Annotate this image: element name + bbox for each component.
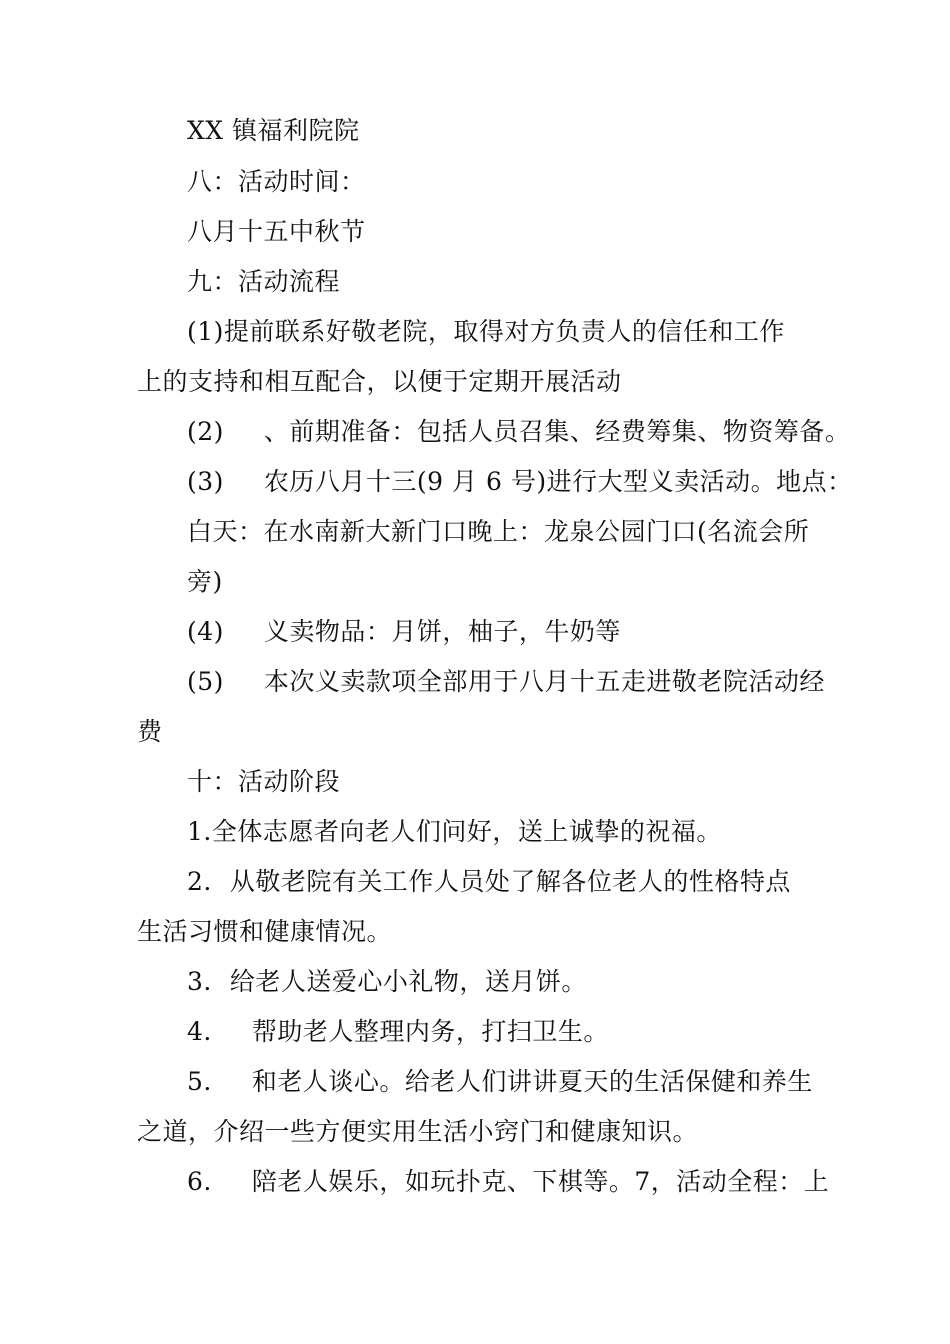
text-line bbox=[137, 1117, 698, 1147]
section-heading bbox=[187, 267, 340, 297]
line-text: 费 bbox=[137, 717, 163, 746]
line-text: (1)提前联系好敬老院，取得对方负责人的信任和工作 bbox=[187, 317, 785, 346]
text-line bbox=[187, 517, 809, 547]
list-item bbox=[187, 667, 825, 697]
list-number: 6. bbox=[187, 1167, 212, 1196]
line-text: 农历八月十三(9 月 6 号)进行大型义卖活动。地点： bbox=[263, 467, 853, 496]
line-text: 、前期准备：包括人员召集、经费筹集、物资筹备。 bbox=[263, 417, 851, 446]
list-number: 5. bbox=[187, 1067, 212, 1096]
text-line bbox=[137, 917, 392, 947]
list-number: 2. bbox=[187, 867, 212, 896]
list-item bbox=[187, 617, 621, 647]
section-heading bbox=[187, 767, 340, 797]
section-heading bbox=[187, 167, 366, 197]
list-item bbox=[187, 467, 853, 497]
line-text: 帮助老人整理内务，打扫卫生。 bbox=[251, 1017, 609, 1046]
line-text: 白天：在水南新大新门口晚上：龙泉公园门口(名流会所 bbox=[187, 517, 810, 546]
line-text: 从敬老院有关工作人员处了解各位老人的性格特点 bbox=[229, 867, 791, 896]
line-text: 十：活动阶段 bbox=[187, 767, 341, 796]
line-text: 八月十五中秋节 bbox=[187, 217, 366, 246]
line-text: 本次义卖款项全部用于八月十五走进敬老院活动经 bbox=[263, 667, 825, 696]
line-text: 给老人送爱心小礼物，送月饼。 bbox=[229, 967, 587, 996]
list-number: 4. bbox=[187, 1017, 212, 1046]
line-text: 九：活动流程 bbox=[187, 267, 341, 296]
list-item bbox=[187, 817, 722, 847]
list-number: (4) bbox=[187, 617, 224, 646]
line-text: 之道，介绍一些方便实用生活小窍门和健康知识。 bbox=[137, 1117, 699, 1146]
line-text: 陪老人娱乐，如玩扑克、下棋等。7，活动全程：上 bbox=[251, 1167, 830, 1196]
text-line bbox=[187, 217, 366, 247]
list-item bbox=[187, 1017, 609, 1047]
list-number: 3. bbox=[187, 967, 212, 996]
list-item bbox=[187, 867, 791, 897]
line-text: 义卖物品：月饼，柚子，牛奶等 bbox=[263, 617, 621, 646]
text-line bbox=[187, 116, 360, 146]
list-number: (2) bbox=[187, 417, 224, 446]
text-line bbox=[187, 567, 223, 597]
list-item bbox=[187, 1067, 813, 1097]
list-number: (3) bbox=[187, 467, 224, 496]
text-line bbox=[137, 367, 622, 397]
list-item bbox=[187, 417, 850, 447]
list-number: (5) bbox=[187, 667, 224, 696]
line-text: 和老人谈心。给老人们讲讲夏天的生活保健和养生 bbox=[251, 1067, 813, 1096]
line-text: XX 镇福利院院 bbox=[187, 116, 360, 145]
list-item bbox=[187, 1167, 829, 1197]
line-text: 1.全体志愿者向老人们问好，送上诚挚的祝福。 bbox=[187, 817, 722, 846]
line-text: 生活习惯和健康情况。 bbox=[137, 917, 393, 946]
line-text: 八：活动时间： bbox=[187, 167, 366, 196]
text-line bbox=[187, 317, 785, 347]
line-text: 上的支持和相互配合，以便于定期开展活动 bbox=[137, 367, 622, 396]
list-item bbox=[187, 967, 587, 997]
text-line bbox=[137, 717, 163, 747]
line-text: 旁) bbox=[187, 567, 223, 596]
